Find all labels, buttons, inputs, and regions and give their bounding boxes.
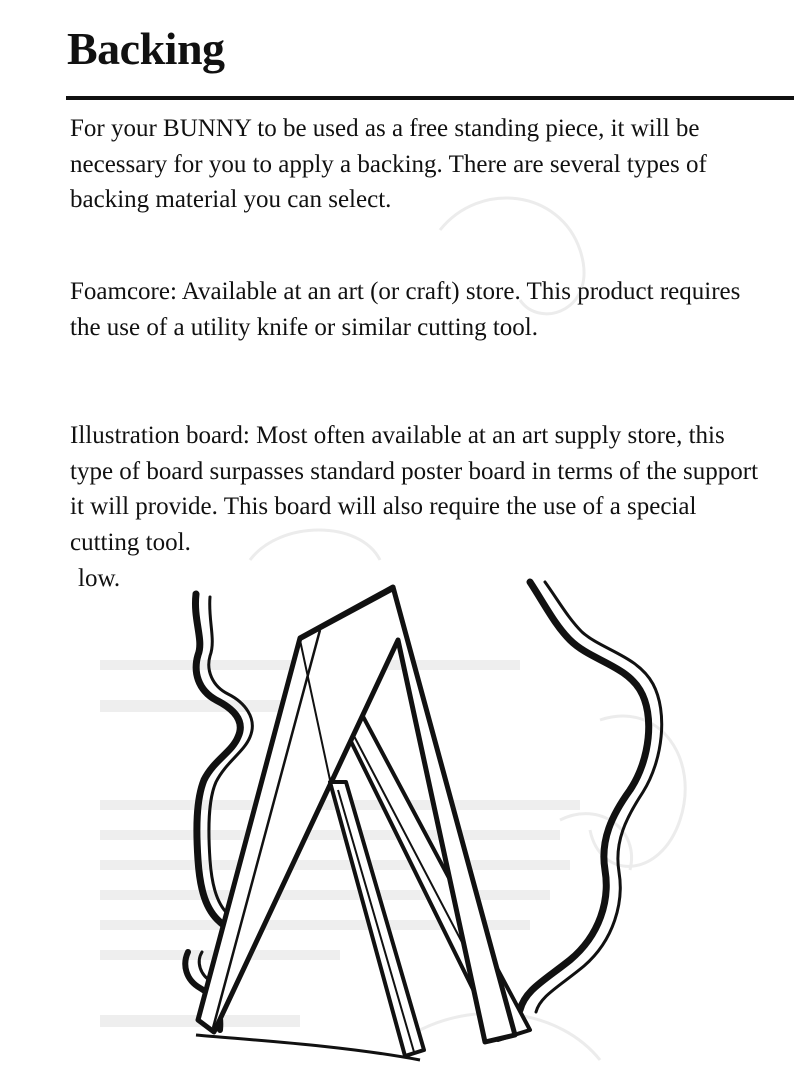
paragraph-intro-text: For your BUNNY to be used as a free standing piece, it will be necessary for you to apply a backing. There are several types of backing material you can select. <box>70 115 707 213</box>
page-title: Backing <box>67 23 225 74</box>
paragraph-illustration-board-text: Illustration board: Most often available at an art supply store, this type of board surpasses standard poster board in terms of the support it will provide. This board will also require the use of a special cutting tool. <box>70 422 759 556</box>
easel-stand-backing-illustration <box>0 570 794 1077</box>
paragraph-intro <box>70 111 770 218</box>
easel-base-line <box>196 1035 420 1060</box>
cutout-outline-right <box>520 582 662 1012</box>
paragraph-illustration-board <box>70 418 770 560</box>
cut-off-text-fragment: low. <box>78 565 121 592</box>
paragraph-foamcore <box>70 274 770 345</box>
title-divider <box>66 96 794 100</box>
paragraph-foamcore-text: Foamcore: Available at an art (or craft) store. This product requires the use of a utility knife or similar cutting tool. <box>70 278 741 341</box>
